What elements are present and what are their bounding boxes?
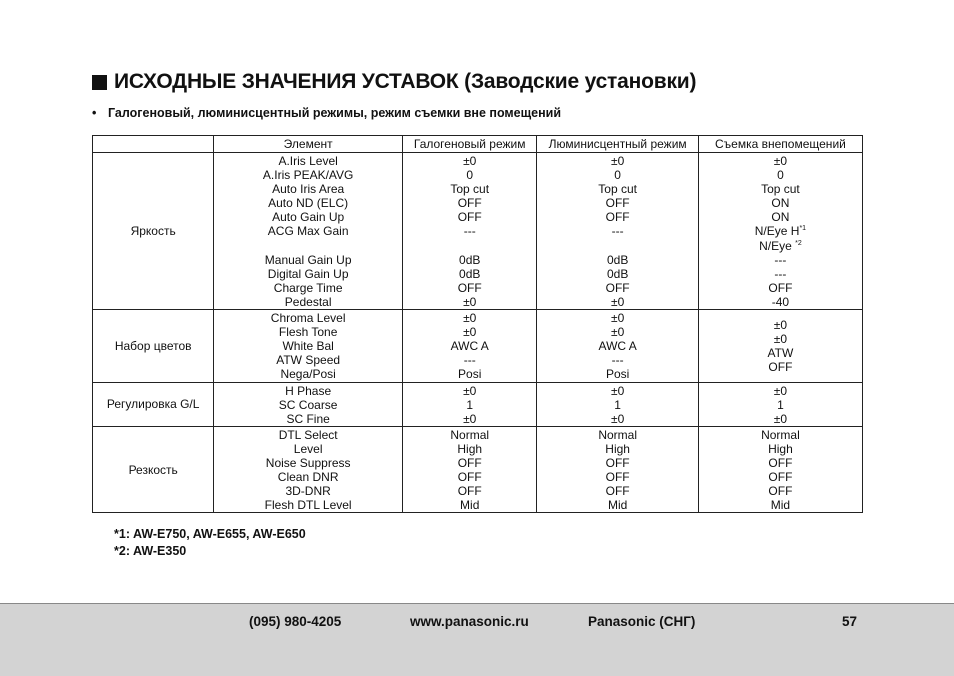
cell-value bbox=[405, 253, 534, 267]
cell-text: OFF bbox=[457, 210, 482, 225]
cell-text: Top cut bbox=[598, 182, 637, 197]
cell-value bbox=[539, 239, 695, 253]
cell-text: N/Eye bbox=[759, 238, 796, 253]
cell-value bbox=[405, 295, 534, 309]
cell-text: Normal bbox=[450, 427, 490, 442]
cell-text: Flesh Tone bbox=[278, 325, 338, 340]
cell-value bbox=[405, 325, 534, 339]
column-element bbox=[214, 310, 403, 382]
cell-value bbox=[701, 398, 860, 412]
cell-value bbox=[539, 168, 695, 182]
cell-text: OFF bbox=[457, 280, 482, 295]
cell-text: OFF bbox=[457, 196, 482, 211]
column-element bbox=[214, 426, 403, 513]
table-row-group bbox=[93, 153, 863, 310]
cell-text: 1 bbox=[777, 397, 784, 412]
cell-text: ±0 bbox=[611, 325, 625, 340]
setting-name bbox=[216, 412, 400, 426]
column-header: Галогеновый режим bbox=[402, 136, 536, 153]
cell-value bbox=[701, 253, 860, 267]
column-halogen bbox=[402, 153, 536, 310]
cell-text: Mid bbox=[607, 498, 628, 513]
cell-text: Auto Iris Area bbox=[272, 182, 345, 197]
cell-text: Nega/Posi bbox=[280, 367, 336, 382]
cell-text: Flesh DTL Level bbox=[264, 498, 352, 513]
setting-name bbox=[216, 281, 400, 295]
cell-text: 3D-DNR bbox=[285, 484, 331, 499]
cell-text: OFF bbox=[768, 455, 793, 470]
cell-value bbox=[701, 281, 860, 295]
cell-value bbox=[405, 239, 534, 253]
cell-value bbox=[539, 281, 695, 295]
cell-value bbox=[405, 398, 534, 412]
cell-value bbox=[405, 442, 534, 456]
footnote-2: *2: AW-E350 bbox=[114, 544, 187, 558]
footer-website: www.panasonic.ru bbox=[410, 614, 529, 629]
bullet-icon: • bbox=[92, 106, 97, 120]
column-outdoor bbox=[698, 153, 862, 310]
column-outdoor bbox=[698, 426, 862, 513]
cell-text: SC Coarse bbox=[278, 397, 338, 412]
column-header bbox=[93, 136, 214, 153]
setting-name bbox=[216, 182, 400, 196]
cell-value bbox=[701, 295, 860, 309]
cell-value: OFF bbox=[768, 359, 793, 374]
factory-settings-table bbox=[92, 135, 863, 513]
setting-name bbox=[216, 398, 400, 412]
cell-value bbox=[701, 456, 860, 470]
setting-name bbox=[216, 339, 400, 353]
setting-name bbox=[216, 168, 400, 182]
cell-value bbox=[701, 484, 860, 498]
cell-value bbox=[539, 456, 695, 470]
cell-text: OFF bbox=[768, 484, 793, 499]
cell-value bbox=[539, 384, 695, 398]
cell-text: OFF bbox=[768, 280, 793, 295]
cell-value bbox=[539, 210, 695, 224]
cell-text: --- bbox=[463, 224, 476, 239]
group-name: Набор цветов bbox=[93, 310, 214, 382]
table-row-group bbox=[93, 310, 863, 382]
setting-name bbox=[216, 196, 400, 210]
cell-text: 1 bbox=[614, 397, 621, 412]
group-name: Яркость bbox=[93, 153, 214, 310]
cell-value bbox=[539, 367, 695, 381]
cell-text: ±0 bbox=[463, 383, 477, 398]
column-fluorescent bbox=[537, 382, 698, 426]
table-header-row bbox=[93, 136, 863, 153]
cell-text: OFF bbox=[605, 210, 630, 225]
footnote-ref: *1 bbox=[799, 225, 807, 233]
cell-text: Normal bbox=[598, 427, 637, 442]
cell-value bbox=[405, 154, 534, 168]
cell-text: 0dB bbox=[606, 266, 629, 281]
cell-value bbox=[701, 239, 860, 253]
cell-text: Top cut bbox=[761, 182, 800, 197]
footnote-1: *1: AW-E750, AW-E655, AW-E650 bbox=[114, 527, 306, 541]
cell-value bbox=[701, 470, 860, 484]
cell-text: OFF bbox=[457, 470, 482, 485]
cell-text: ±0 bbox=[773, 154, 788, 168]
cell-text: ±0 bbox=[773, 383, 788, 398]
column-halogen bbox=[402, 382, 536, 426]
cell-value bbox=[539, 196, 695, 210]
cell-text: Posi bbox=[458, 367, 482, 382]
cell-text: OFF bbox=[605, 196, 630, 211]
cell-value bbox=[539, 295, 695, 309]
cell-value bbox=[701, 196, 860, 210]
cell-text: Auto Gain Up bbox=[272, 210, 345, 225]
cell-value bbox=[539, 325, 695, 339]
setting-name bbox=[216, 239, 400, 253]
cell-value bbox=[405, 281, 534, 295]
footer-company: Panasonic (СНГ) bbox=[588, 614, 696, 629]
cell-text: 0 bbox=[614, 168, 621, 183]
footnotes bbox=[114, 526, 306, 560]
cell-value bbox=[701, 384, 860, 398]
cell-text: Pedestal bbox=[284, 294, 332, 309]
column-header: Люминисцентный режим bbox=[537, 136, 698, 153]
footnote-ref: *2 bbox=[795, 239, 802, 247]
cell-text: OFF bbox=[605, 455, 630, 470]
setting-name bbox=[216, 253, 400, 267]
cell-value bbox=[539, 154, 695, 168]
cell-value bbox=[405, 367, 534, 381]
cell-value bbox=[539, 339, 695, 353]
cell-value bbox=[539, 311, 695, 325]
table-row-group bbox=[93, 382, 863, 426]
cell-text: ±0 bbox=[611, 311, 625, 326]
cell-value bbox=[701, 498, 860, 512]
cell-text: ±0 bbox=[463, 154, 477, 168]
cell-value bbox=[405, 196, 534, 210]
setting-name bbox=[216, 311, 400, 325]
cell-text: ±0 bbox=[611, 383, 625, 398]
setting-name bbox=[216, 154, 400, 168]
cell-value bbox=[405, 470, 534, 484]
cell-value bbox=[539, 484, 695, 498]
cell-value bbox=[405, 311, 534, 325]
setting-name bbox=[216, 224, 400, 238]
cell-text: AWC A bbox=[450, 339, 489, 354]
cell-text: OFF bbox=[605, 484, 630, 499]
cell-text: --- bbox=[611, 353, 624, 368]
cell-value bbox=[405, 182, 534, 196]
cell-text: Posi bbox=[605, 367, 630, 382]
column-fluorescent bbox=[537, 153, 698, 310]
cell-text: OFF bbox=[605, 280, 630, 295]
cell-text: --- bbox=[463, 353, 476, 368]
cell-value bbox=[405, 428, 534, 442]
cell-value bbox=[701, 168, 860, 182]
cell-value: ±0 bbox=[773, 331, 788, 346]
group-name: Резкость bbox=[93, 426, 214, 513]
page-number: 57 bbox=[842, 614, 858, 629]
cell-value bbox=[539, 224, 695, 238]
cell-text: Level bbox=[293, 441, 323, 456]
setting-name bbox=[216, 353, 400, 367]
cell-text: 0dB bbox=[606, 252, 629, 267]
cell-text: 0dB bbox=[459, 266, 481, 281]
cell-text: OFF bbox=[457, 484, 482, 499]
cell-text: High bbox=[605, 441, 630, 456]
setting-name bbox=[216, 295, 400, 309]
cell-value bbox=[405, 498, 534, 512]
column-halogen bbox=[402, 310, 536, 382]
cell-value bbox=[539, 267, 695, 281]
setting-name bbox=[216, 428, 400, 442]
cell-text: ±0 bbox=[463, 411, 477, 426]
cell-text: White Bal bbox=[282, 339, 334, 354]
cell-text: ±0 bbox=[463, 294, 477, 309]
setting-name bbox=[216, 470, 400, 484]
column-element bbox=[214, 382, 403, 426]
column-outdoor bbox=[698, 382, 862, 426]
cell-value bbox=[405, 267, 534, 281]
setting-name bbox=[216, 325, 400, 339]
column-header: Съемка внепомещений bbox=[698, 136, 862, 153]
cell-text: Digital Gain Up bbox=[267, 266, 349, 281]
cell-value: ATW bbox=[767, 345, 794, 360]
cell-value bbox=[405, 168, 534, 182]
cell-text: ±0 bbox=[611, 294, 625, 309]
column-element bbox=[214, 153, 403, 310]
cell-text: ±0 bbox=[773, 411, 788, 426]
cell-value bbox=[539, 412, 695, 426]
cell-text: Mid bbox=[770, 498, 791, 513]
cell-text: Manual Gain Up bbox=[264, 252, 352, 267]
cell-value bbox=[701, 182, 860, 196]
setting-name bbox=[216, 210, 400, 224]
cell-text: --- bbox=[611, 224, 624, 239]
cell-text: Top cut bbox=[450, 182, 490, 197]
cell-value bbox=[701, 154, 860, 168]
cell-text: 0 bbox=[466, 168, 474, 183]
cell-value bbox=[539, 182, 695, 196]
cell-text: Auto ND (ELC) bbox=[268, 196, 349, 211]
column-halogen bbox=[402, 426, 536, 513]
cell-value bbox=[405, 412, 534, 426]
cell-value bbox=[405, 353, 534, 367]
setting-name bbox=[216, 456, 400, 470]
cell-text: N/Eye H bbox=[754, 224, 800, 239]
cell-text: ±0 bbox=[611, 411, 625, 426]
cell-text: --- bbox=[774, 252, 787, 267]
square-bullet-icon bbox=[92, 75, 107, 90]
cell-value bbox=[405, 456, 534, 470]
cell-value bbox=[539, 398, 695, 412]
cell-text: SC Fine bbox=[286, 411, 330, 426]
cell-text: DTL Select bbox=[278, 427, 338, 442]
cell-text: Noise Suppress bbox=[265, 455, 351, 470]
cell-text: ON bbox=[771, 210, 790, 225]
cell-text: ±0 bbox=[611, 154, 625, 168]
cell-value bbox=[405, 484, 534, 498]
cell-text: OFF bbox=[457, 455, 482, 470]
cell-value bbox=[405, 384, 534, 398]
cell-value bbox=[539, 442, 695, 456]
cell-value bbox=[539, 428, 695, 442]
cell-text: Chroma Level bbox=[270, 311, 346, 326]
cell-text: Normal bbox=[761, 427, 800, 442]
cell-value: ±0 bbox=[773, 317, 788, 332]
cell-value bbox=[539, 470, 695, 484]
cell-text: 0 bbox=[777, 168, 784, 183]
cell-text: High bbox=[457, 441, 483, 456]
cell-text: ±0 bbox=[463, 311, 477, 326]
column-outdoor bbox=[698, 310, 862, 382]
setting-name bbox=[216, 484, 400, 498]
setting-name bbox=[216, 498, 400, 512]
cell-text: A.Iris PEAK/AVG bbox=[262, 168, 354, 183]
setting-name bbox=[216, 442, 400, 456]
cell-value bbox=[539, 353, 695, 367]
cell-value bbox=[405, 224, 534, 238]
cell-text: OFF bbox=[605, 470, 630, 485]
cell-text: ±0 bbox=[463, 325, 477, 340]
cell-text: ATW Speed bbox=[276, 353, 341, 368]
cell-text: ACG Max Gain bbox=[267, 224, 349, 239]
cell-text: A.Iris Level bbox=[278, 154, 338, 168]
cell-text: ON bbox=[771, 196, 790, 211]
footer-phone: (095) 980-4205 bbox=[249, 614, 342, 629]
cell-text: 1 bbox=[466, 397, 474, 412]
cell-text: High bbox=[768, 441, 793, 456]
cell-value bbox=[539, 253, 695, 267]
cell-value bbox=[701, 412, 860, 426]
column-fluorescent bbox=[537, 310, 698, 382]
cell-value bbox=[405, 339, 534, 353]
page-title bbox=[92, 70, 696, 94]
cell-text: Charge Time bbox=[273, 280, 343, 295]
column-header: Элемент bbox=[214, 136, 403, 153]
subtitle-text: Галогеновый, люминисцентный режимы, режим съемки вне помещений bbox=[108, 106, 562, 120]
section-subtitle bbox=[92, 106, 561, 120]
cell-text: H Phase bbox=[285, 383, 332, 398]
table-row-group bbox=[93, 426, 863, 513]
cell-text: AWC A bbox=[598, 339, 637, 354]
cell-value bbox=[539, 498, 695, 512]
cell-value bbox=[701, 267, 860, 281]
setting-name bbox=[216, 367, 400, 381]
cell-text: Clean DNR bbox=[277, 470, 339, 485]
cell-text: 0dB bbox=[459, 252, 481, 267]
cell-value bbox=[701, 428, 860, 442]
cell-text: OFF bbox=[768, 470, 793, 485]
setting-name bbox=[216, 267, 400, 281]
cell-value bbox=[701, 224, 860, 238]
cell-value bbox=[701, 442, 860, 456]
page-footer bbox=[0, 603, 954, 676]
cell-value bbox=[405, 210, 534, 224]
cell-text: -40 bbox=[771, 294, 790, 309]
page-title-text: ИСХОДНЫЕ ЗНАЧЕНИЯ УСТАВОК (Заводские установки) bbox=[114, 70, 697, 93]
setting-name bbox=[216, 384, 400, 398]
cell-value bbox=[701, 210, 860, 224]
column-fluorescent bbox=[537, 426, 698, 513]
cell-text: --- bbox=[774, 266, 787, 281]
group-name: Регулировка G/L bbox=[93, 382, 214, 426]
cell-text: Mid bbox=[460, 498, 480, 513]
